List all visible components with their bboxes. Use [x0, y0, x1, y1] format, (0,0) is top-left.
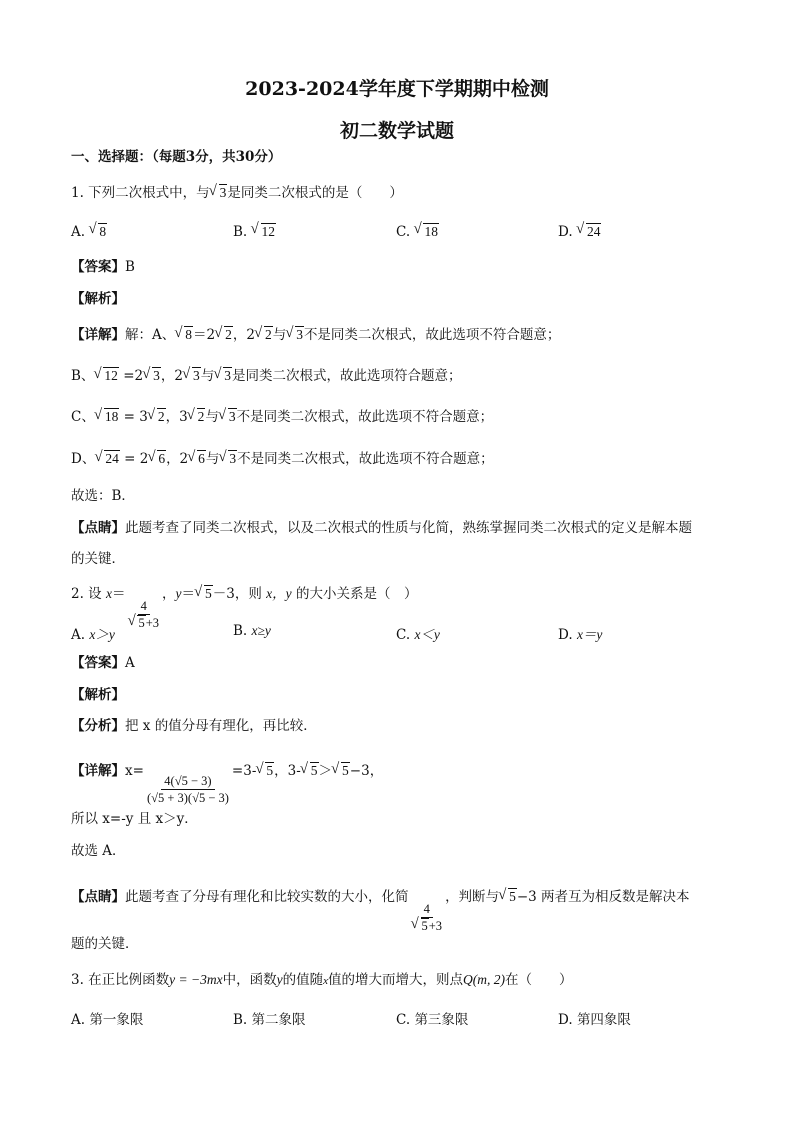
q1-remark-line1: 【点睛】此题考查了同类二次根式，以及二次根式的性质与化简，熟练掌握同类二次根式的定义是解本题 — [71, 520, 692, 536]
q2-conclusion: 故选 A． — [71, 843, 126, 859]
q1-conclusion: 故选：B． — [71, 488, 135, 504]
q1-stem-radical: √ 3 — [210, 184, 228, 202]
q1-analysis-tag: 【解析】 — [71, 291, 125, 307]
answer-tag: 【答案】 — [71, 259, 125, 275]
page-subtitle: 初二数学试题 — [339, 120, 454, 142]
q1-answer: 【答案】B — [71, 259, 135, 275]
q2-stem: 2. 设 x＝ 4 √ 5+3 ，y＝√ 5－3，则 x，y 的大小关系是（ ） — [71, 585, 417, 632]
q3-option-c: C. 第三象限 — [396, 1012, 469, 1028]
q1-detail-line-b: B、√ 12 =2√ 3，2√ 3与√ 3是同类二次根式，故此选项符合题意； — [71, 367, 461, 385]
q1-remark-line2: 的关键． — [71, 551, 125, 567]
q2-option-a: A. x＞y — [71, 627, 115, 643]
q2-remark-line1: 【点睛】此题考查了分母有理化和比较实数的大小，化简 4 √ 5+3 ，判断与√ 5−3 两者互为相反数是解决本 — [71, 888, 690, 935]
q1-option-d: D. √ 24 — [558, 223, 601, 240]
q1-stem — [71, 184, 403, 202]
q3-option-b: B. 第二象限 — [233, 1012, 306, 1028]
page-title: 2023-2024学年度下学期期中检测 — [245, 78, 549, 100]
q1-detail-line-d: D、√ 24 = 2√ 6，2√ 6与√ 3不是同类二次根式，故此选项不符合题意； — [71, 450, 494, 468]
q3-option-d: D. 第四象限 — [558, 1012, 631, 1028]
q2-analysis-tag: 【解析】 — [71, 687, 125, 703]
q2-option-d: D. x＝y — [558, 627, 603, 643]
q1-option-a: A. √ 8 — [71, 223, 107, 240]
q2-remark-fraction: 4 √ 5+3 — [410, 902, 445, 935]
q1-detail-line-a: 【详解】解：A、√ 8＝2√ 2，2√ 2与√ 3不是同类二次根式，故此选项不符合题意； — [71, 326, 560, 344]
q2-fenxi: 【分析】把 x 的值分母有理化，再比较． — [71, 718, 317, 734]
section-heading: 一、选择题：（每题3分，共30分） — [71, 149, 282, 165]
q3-stem: 3. 在正比例函数y = −3mx中，函数y的值随x值的增大而增大，则点Q(m, 2)在（ ） — [71, 972, 573, 988]
q1-option-c: C. √ 18 — [396, 223, 439, 240]
q1-stem-b: 是同类二次根式的是（ ） — [227, 185, 403, 201]
q2-so: 所以 x=-y 且 x＞y． — [71, 811, 198, 827]
q2-detail-fraction: $\frac{4(√5 - 3)}{(√5 + 3)(√5 - 3)}$ — [146, 774, 229, 805]
q2-answer: 【答案】A — [71, 655, 135, 671]
q1-detail-line-c: C、√ 18 = 3√ 2，3√ 2与√ 3不是同类二次根式，故此选项不符合题意； — [71, 408, 493, 426]
q2-detail: 【详解】x= $\frac{4(√5 - 3)}{(√5 + 3)(√5 - 3)}$ =3-√ 5，3-√ 5＞√ 5−3， — [71, 762, 383, 807]
q1-option-b: B. √ 12 — [233, 223, 276, 240]
q2-fraction: 4 √ 5+3 — [126, 599, 161, 632]
q2-option-c: C. x＜y — [396, 627, 440, 643]
q3-option-a: A. 第一象限 — [71, 1012, 144, 1028]
q1-stem-a: 1. 下列二次根式中，与 — [71, 185, 210, 201]
q2-option-b: B. x≥y — [233, 623, 271, 639]
q2-remark-line2: 题的关键． — [71, 936, 139, 952]
